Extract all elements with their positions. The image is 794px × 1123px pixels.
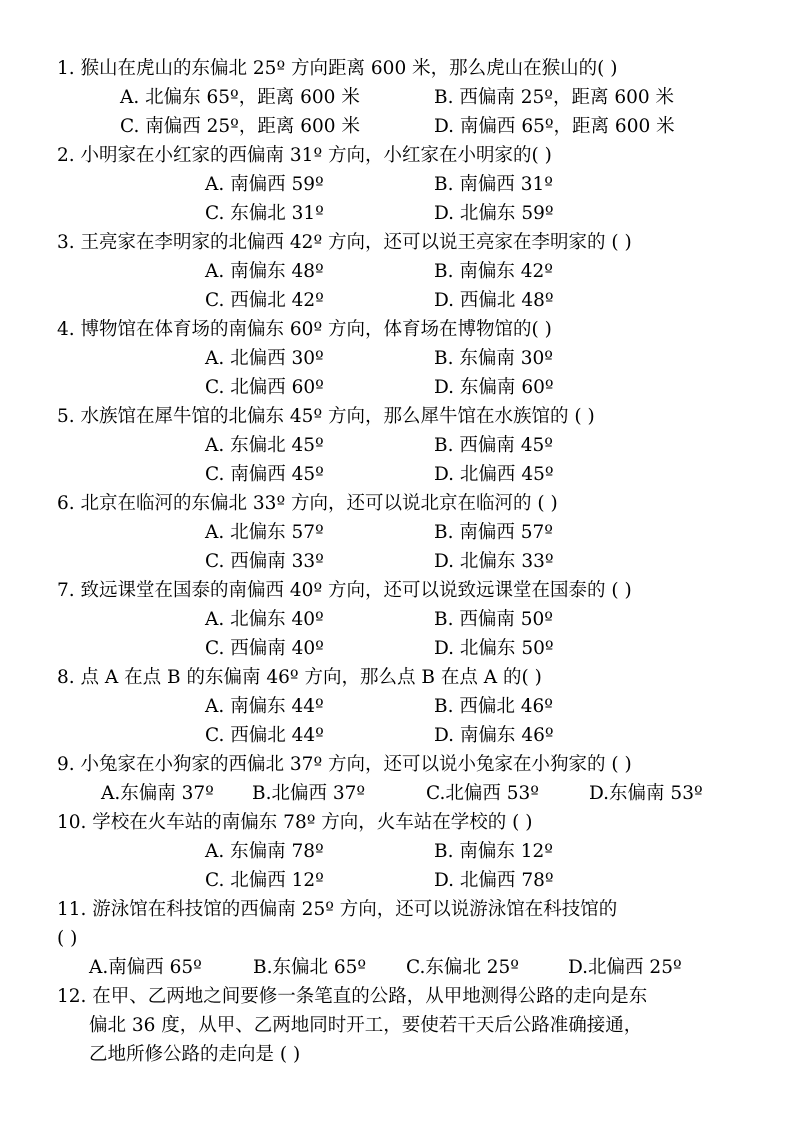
question-2-option-c[interactable]: C. 东偏北 31º <box>205 203 324 224</box>
question-9-option-b[interactable]: B.北偏西 37º <box>252 783 366 804</box>
question-2-option-a[interactable]: A. 南偏西 59º <box>205 174 324 195</box>
question-4-option-d[interactable]: D. 东偏南 60º <box>434 377 554 398</box>
question-12-stem: 12. 在甲、乙两地之间要修一条笔直的公路，从甲地测得公路的走向是东 <box>57 986 648 1007</box>
question-2-stem: 2. 小明家在小红家的西偏南 31º 方向，小红家在小明家的( ) <box>57 145 552 166</box>
question-8-stem: 8. 点 A 在点 B 的东偏南 46º 方向，那么点 B 在点 A 的( ) <box>57 667 542 688</box>
question-11-option-b[interactable]: B.东偏北 65º <box>253 957 367 978</box>
question-1-stem: 1. 猴山在虎山的东偏北 25º 方向距离 600 米，那么虎山在猴山的( ) <box>57 58 618 79</box>
question-2-option-d[interactable]: D. 北偏东 59º <box>434 203 554 224</box>
question-4-stem: 4. 博物馆在体育场的南偏东 60º 方向，体育场在博物馆的( ) <box>57 319 552 340</box>
question-12-stem-line-2: 偏北 36 度，从甲、乙两地同时开工，要使若干天后公路准确接通， <box>89 1015 643 1036</box>
question-3-option-c[interactable]: C. 西偏北 42º <box>205 290 324 311</box>
question-5-option-b[interactable]: B. 西偏南 45º <box>434 435 553 456</box>
question-10-option-b[interactable]: B. 南偏东 12º <box>434 841 553 862</box>
question-11-option-c[interactable]: C.东偏北 25º <box>406 957 519 978</box>
question-6-option-a[interactable]: A. 北偏东 57º <box>205 522 324 543</box>
question-7-option-d[interactable]: D. 北偏东 50º <box>434 638 554 659</box>
question-1-option-b[interactable]: B. 西偏南 25º，距离 600 米 <box>434 87 675 108</box>
question-11-option-d[interactable]: D.北偏西 25º <box>568 957 682 978</box>
question-11-stem: 11. 游泳馆在科技馆的西偏南 25º 方向，还可以说游泳馆在科技馆的 <box>57 899 618 920</box>
question-9-option-d[interactable]: D.东偏南 53º <box>589 783 703 804</box>
question-4-option-b[interactable]: B. 东偏南 30º <box>434 348 553 369</box>
question-6-stem: 6. 北京在临河的东偏北 33º 方向，还可以说北京在临河的 ( ) <box>57 493 558 514</box>
question-8-option-a[interactable]: A. 南偏东 44º <box>205 696 324 717</box>
question-10-option-a[interactable]: A. 东偏南 78º <box>205 841 324 862</box>
question-4-option-c[interactable]: C. 北偏西 60º <box>205 377 324 398</box>
question-12-stem-line-3: 乙地所修公路的走向是 ( ) <box>89 1044 301 1065</box>
question-9-stem: 9. 小兔家在小狗家的西偏北 37º 方向，还可以说小兔家在小狗家的 ( ) <box>57 754 632 775</box>
question-4-option-a[interactable]: A. 北偏西 30º <box>205 348 324 369</box>
question-7-stem: 7. 致远课堂在国泰的南偏西 40º 方向，还可以说致远课堂在国泰的 ( ) <box>57 580 632 601</box>
question-6-option-b[interactable]: B. 南偏西 57º <box>434 522 553 543</box>
question-11-answer-blank[interactable]: ( ) <box>57 928 78 949</box>
question-3-option-d[interactable]: D. 西偏北 48º <box>434 290 554 311</box>
question-3-option-a[interactable]: A. 南偏东 48º <box>205 261 324 282</box>
question-8-option-d[interactable]: D. 南偏东 46º <box>434 725 554 746</box>
question-8-option-b[interactable]: B. 西偏北 46º <box>434 696 553 717</box>
question-1-option-d[interactable]: D. 南偏西 65º，距离 600 米 <box>434 116 675 137</box>
question-9-option-a[interactable]: A.东偏南 37º <box>101 783 214 804</box>
question-6-option-d[interactable]: D. 北偏东 33º <box>434 551 554 572</box>
question-8-option-c[interactable]: C. 西偏北 44º <box>205 725 324 746</box>
question-7-option-b[interactable]: B. 西偏南 50º <box>434 609 553 630</box>
question-5-option-d[interactable]: D. 北偏西 45º <box>434 464 554 485</box>
question-3-option-b[interactable]: B. 南偏东 42º <box>434 261 553 282</box>
question-3-stem: 3. 王亮家在李明家的北偏西 42º 方向，还可以说王亮家在李明家的 ( ) <box>57 232 632 253</box>
question-1-option-a[interactable]: A. 北偏东 65º，距离 600 米 <box>120 87 360 108</box>
question-7-option-a[interactable]: A. 北偏东 40º <box>205 609 324 630</box>
question-1-option-c[interactable]: C. 南偏西 25º，距离 600 米 <box>120 116 360 137</box>
question-5-option-c[interactable]: C. 南偏西 45º <box>205 464 324 485</box>
question-5-option-a[interactable]: A. 东偏北 45º <box>205 435 324 456</box>
question-11-option-a[interactable]: A.南偏西 65º <box>89 957 202 978</box>
question-10-option-d[interactable]: D. 北偏西 78º <box>434 870 554 891</box>
question-2-option-b[interactable]: B. 南偏西 31º <box>434 174 553 195</box>
question-6-option-c[interactable]: C. 西偏南 33º <box>205 551 324 572</box>
question-9-option-c[interactable]: C.北偏西 53º <box>426 783 539 804</box>
question-10-option-c[interactable]: C. 北偏西 12º <box>205 870 324 891</box>
question-10-stem: 10. 学校在火车站的南偏东 78º 方向，火车站在学校的 ( ) <box>57 812 533 833</box>
question-5-stem: 5. 水族馆在犀牛馆的北偏东 45º 方向，那么犀牛馆在水族馆的 ( ) <box>57 406 595 427</box>
question-7-option-c[interactable]: C. 西偏南 40º <box>205 638 324 659</box>
